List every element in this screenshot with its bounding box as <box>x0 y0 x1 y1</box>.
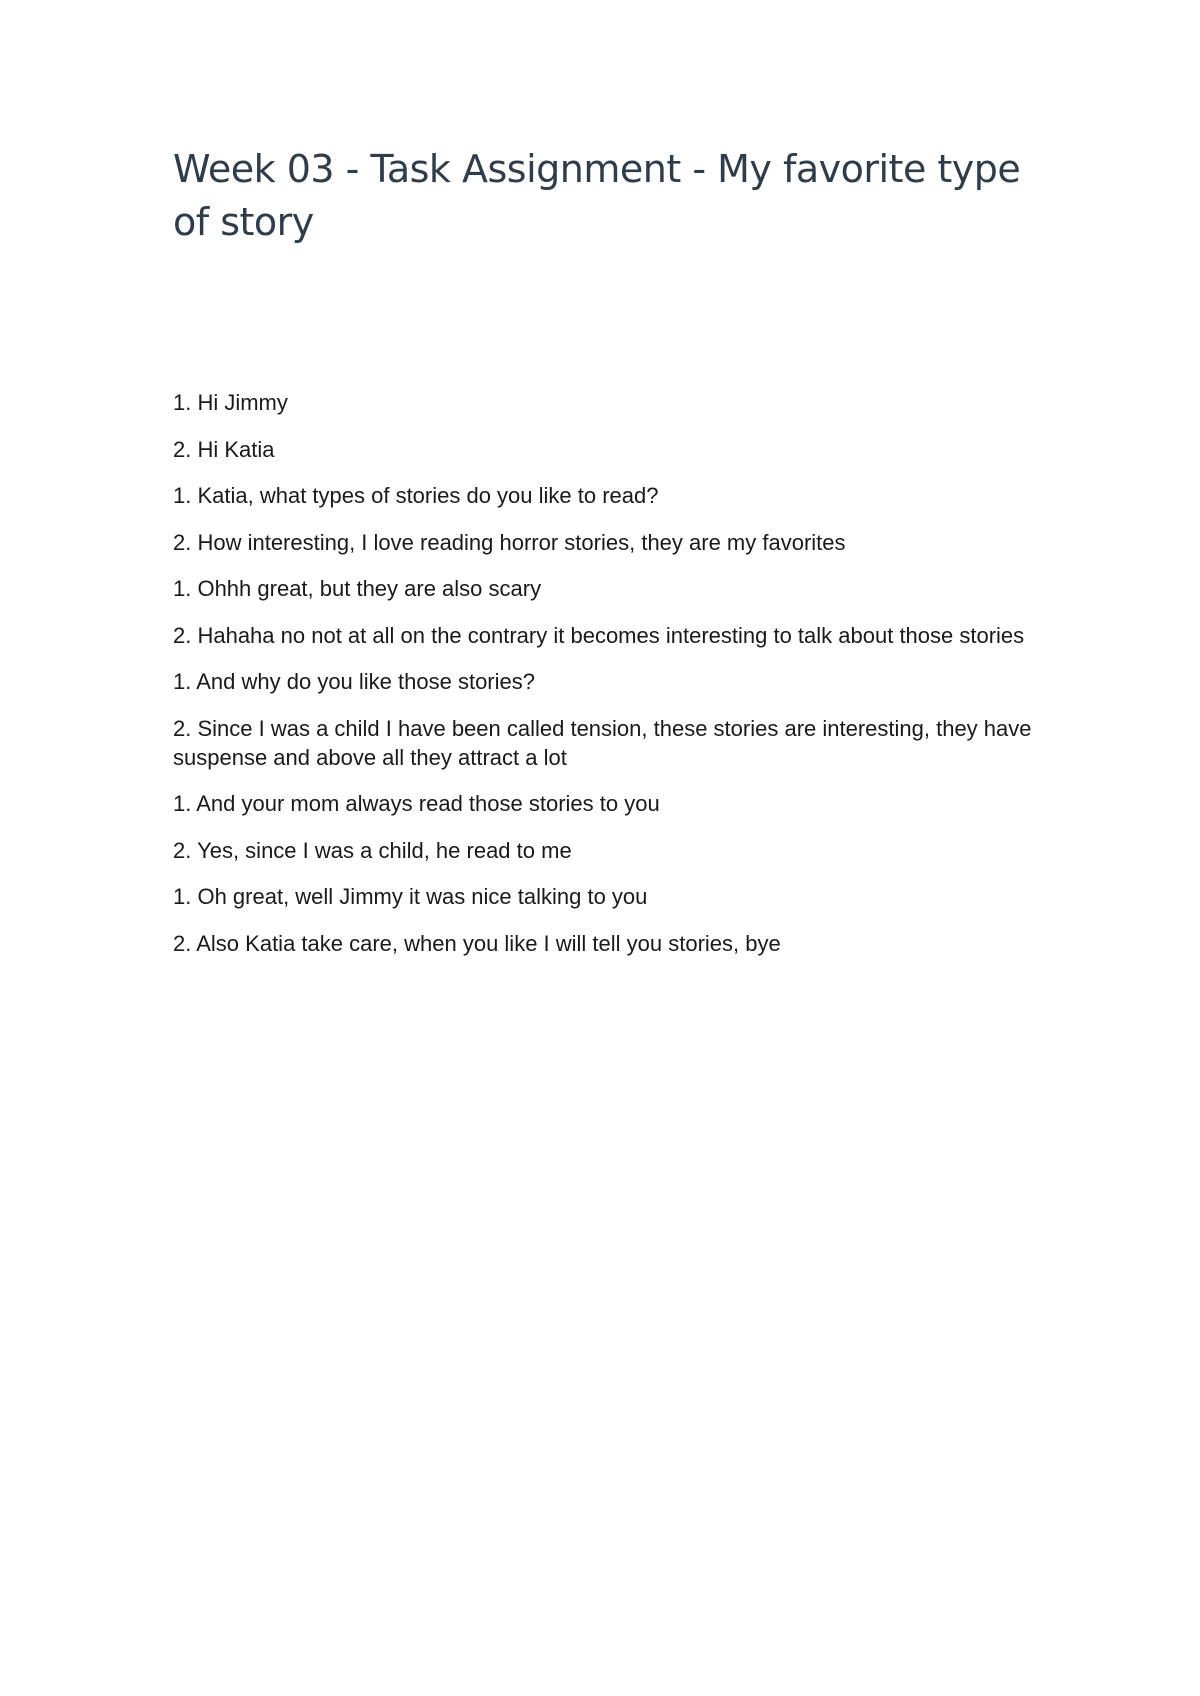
dialogue-line: 1. Oh great, well Jimmy it was nice talking to you <box>173 884 648 909</box>
document-title: Week 03 - Task Assignment - My favorite type of story <box>173 147 1021 244</box>
dialogue-line: 2. Hahaha no not at all on the contrary it becomes interesting to talk about those stories <box>173 622 1025 648</box>
dialogue-line: 2. Since I was a child I have been called tension, these stories are interesting, they have suspense and above all they attract a lot <box>173 715 1032 770</box>
dialogue-line: 1. And your mom always read those stories to you <box>173 791 660 816</box>
dialogue-list <box>173 388 1033 975</box>
dialogue-line: 1. And why do you like those stories? <box>173 669 535 694</box>
dialogue-line: 2. How interesting, I love reading horror stories, they are my favorites <box>173 529 846 555</box>
dialogue-line: 2. Hi Katia <box>173 436 275 462</box>
dialogue-line: 2. Also Katia take care, when you like I will tell you stories, bye <box>173 930 781 956</box>
dialogue-line: 2. Yes, since I was a child, he read to me <box>173 837 572 863</box>
dialogue-line: 1. Hi Jimmy <box>173 390 288 415</box>
dialogue-line: 1. Katia, what types of stories do you like to read? <box>173 483 659 508</box>
dialogue-line: 1. Ohhh great, but they are also scary <box>173 576 542 601</box>
